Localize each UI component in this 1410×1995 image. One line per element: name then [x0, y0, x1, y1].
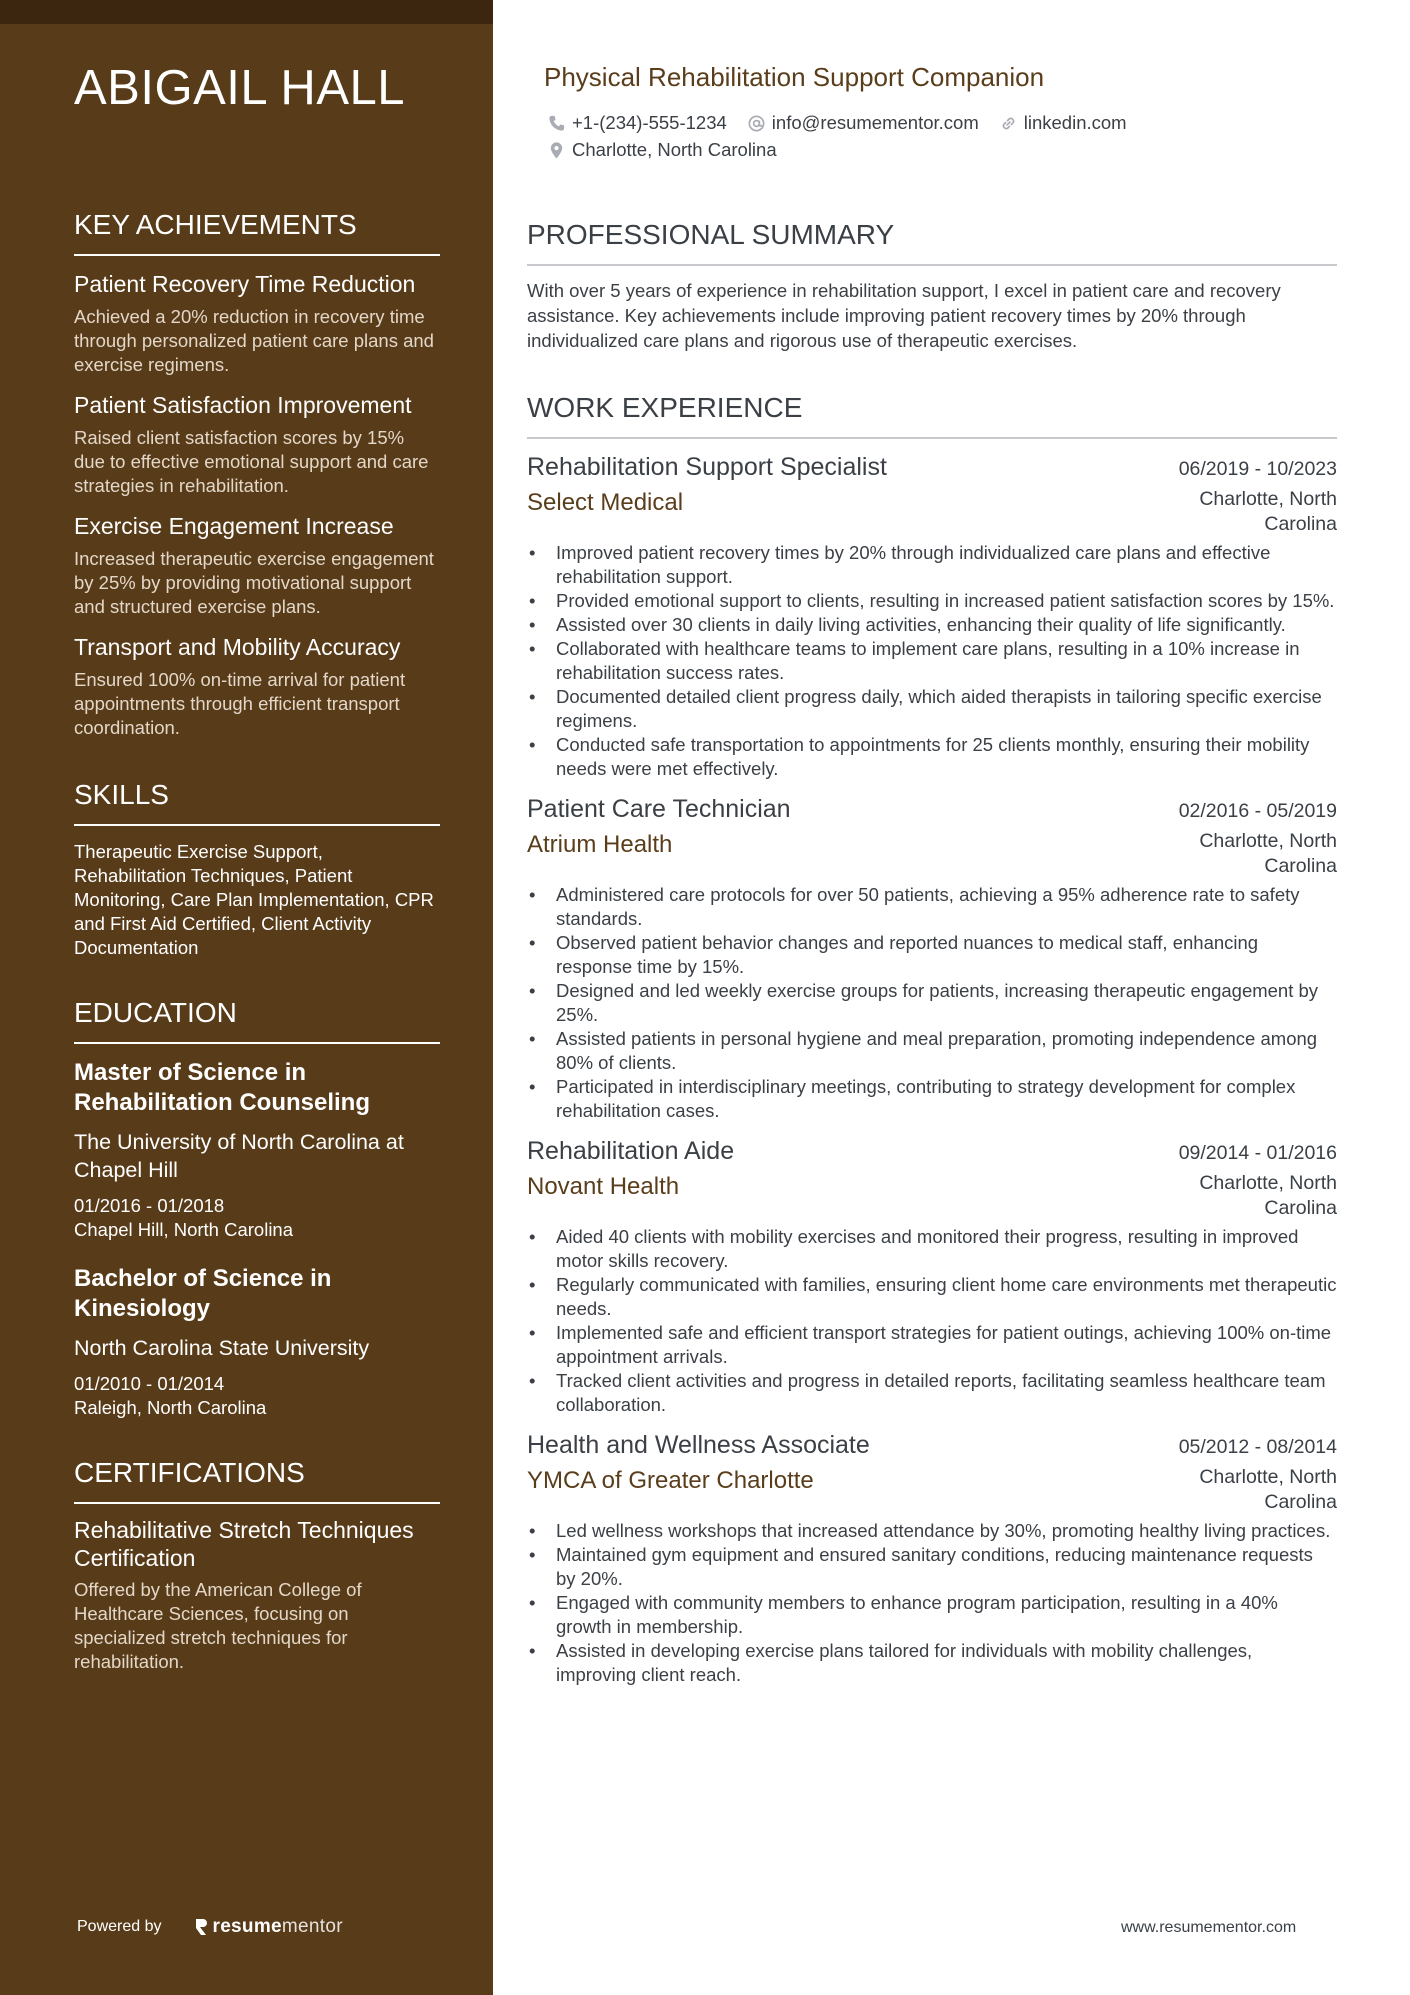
summary-heading: PROFESSIONAL SUMMARY [527, 218, 1337, 266]
education-item [74, 1058, 440, 1242]
job-bullet: • Designed and led weekly exercise groups for patients, increasing therapeutic engagement by 25%. [527, 979, 1337, 1027]
job-bullet: • Assisted in developing exercise plans tailored for individuals with mobility challenges, improving client reach. [527, 1639, 1337, 1687]
job-bullets [527, 1519, 1337, 1687]
job-role: Patient Care Technician [527, 795, 791, 823]
achievement-description: Achieved a 20% reduction in recovery time through personalized patient care plans and exercise regimens. [74, 306, 434, 375]
job-bullet: • Aided 40 clients with mobility exercises and monitored their progress, resulting in improved motor skills recovery. [527, 1225, 1337, 1273]
job-entry [527, 1429, 1337, 1687]
link-icon [999, 114, 1018, 133]
sidebar-content [74, 58, 440, 1674]
job-location: Charlotte, North Carolina [1199, 830, 1337, 877]
education-location: Raleigh, North Carolina [74, 1397, 267, 1418]
location-pin-icon [547, 141, 566, 160]
job-bullet: • Engaged with community members to enhance program participation, resulting in a 40% growth in membership. [527, 1591, 1337, 1639]
job-location: Charlotte, North Carolina [1199, 488, 1337, 535]
phone-text: +1-(234)-555-1234 [572, 112, 727, 133]
job-bullet: • Observed patient behavior changes and reported nuances to medical staff, enhancing response time by 15%. [527, 931, 1337, 979]
powered-by-label: Powered by [77, 1918, 162, 1935]
education-school: The University of North Carolina at Chapel Hill [74, 1130, 404, 1182]
skills-section [74, 778, 440, 960]
site-url-link[interactable]: www.resumementor.com [1121, 1919, 1297, 1936]
achievement-title: Patient Recovery Time Reduction [74, 271, 416, 297]
powered-by-footer [77, 1916, 343, 1938]
job-company: Select Medical [527, 489, 684, 516]
job-location: Charlotte, North Carolina [1199, 1172, 1337, 1219]
achievement-item [74, 270, 440, 377]
contact-row [547, 112, 1147, 134]
job-dates: 02/2016 - 05/2019 [1178, 800, 1337, 822]
job-bullet: • Collaborated with healthcare teams to implement care plans, resulting in a 10% increase in rehabilitation success rates. [527, 637, 1337, 685]
job-bullet: • Implemented safe and efficient transport strategies for patient outings, achieving 100% on-time appointment arrivals. [527, 1321, 1337, 1369]
job-bullet: • Documented detailed client progress daily, which aided therapists in tailoring specific exercise regimens. [527, 685, 1337, 733]
achievement-item [74, 633, 440, 740]
phone-icon [547, 114, 566, 133]
summary-section [527, 218, 1337, 353]
job-bullets [527, 1225, 1337, 1417]
headline: Physical Rehabilitation Support Companion [544, 62, 1045, 92]
linkedin-text: linkedin.com [1023, 112, 1127, 133]
certification-description: Offered by the American College of Healthcare Sciences, focusing on specialized stretch techniques for rehabilitation. [74, 1579, 362, 1672]
achievement-description: Raised client satisfaction scores by 15% due to effective emotional support and care strategies in rehabilitation. [74, 427, 429, 496]
job-company: Novant Health [527, 1173, 680, 1200]
skills-list: Therapeutic Exercise Support, Rehabilitation Techniques, Patient Monitoring, Care Plan Implementation, CPR and First Aid Certified, Client Activity Documentation [74, 841, 434, 958]
contact-row [547, 139, 797, 161]
job-bullet: • Conducted safe transportation to appointments for 25 clients monthly, ensuring their mobility needs were met effectively. [527, 733, 1337, 781]
job-bullet: • Regularly communicated with families, ensuring client home care environments met therapeutic needs. [527, 1273, 1337, 1321]
job-entry [527, 793, 1337, 1123]
job-bullets [527, 883, 1337, 1123]
certifications-section [74, 1456, 440, 1674]
achievement-description: Ensured 100% on-time arrival for patient appointments through efficient transport coordination. [74, 669, 406, 738]
experience-heading: WORK EXPERIENCE [527, 391, 1337, 439]
at-icon [747, 114, 766, 133]
location-text: Charlotte, North Carolina [572, 139, 777, 160]
achievement-item [74, 512, 440, 619]
job-bullet: • Tracked client activities and progress in detailed reports, facilitating seamless healthcare team collaboration. [527, 1369, 1337, 1417]
education-dates: 01/2016 - 01/2018 [74, 1195, 225, 1216]
job-dates: 06/2019 - 10/2023 [1178, 458, 1337, 480]
job-bullet: • Assisted over 30 clients in daily living activities, enhancing their quality of life significantly. [527, 613, 1337, 637]
resumementor-logo[interactable] [194, 1916, 343, 1938]
achievement-title: Patient Satisfaction Improvement [74, 392, 412, 418]
sidebar-top-band [0, 0, 493, 24]
contact-location [547, 139, 777, 161]
summary-text: With over 5 years of experience in rehabilitation support, I excel in patient care and recovery assistance. Key achievements include improving patient recovery times by 20% through individualized care plans and rigorous use of therapeutic exercises. [527, 280, 1281, 351]
certifications-heading: CERTIFICATIONS [74, 1456, 440, 1504]
achievement-title: Exercise Engagement Increase [74, 513, 394, 539]
job-role: Health and Wellness Associate [527, 1431, 870, 1459]
contact-email[interactable] [747, 112, 979, 134]
achievements-heading: KEY ACHIEVEMENTS [74, 208, 440, 256]
logo-text-bold: resume [212, 1916, 282, 1937]
email-text: info@resumementor.com [771, 112, 979, 133]
job-entry [527, 1135, 1337, 1417]
resumementor-logo-icon [194, 1918, 208, 1936]
education-item [74, 1264, 440, 1420]
education-degree: Master of Science in Rehabilitation Counseling [74, 1059, 371, 1116]
education-section [74, 996, 440, 1420]
achievements-section [74, 208, 440, 740]
job-bullet: • Provided emotional support to clients, resulting in increased patient satisfaction scores by 15%. [527, 589, 1337, 613]
contact-phone[interactable] [547, 112, 727, 134]
contact-linkedin[interactable] [999, 112, 1127, 134]
job-location: Charlotte, North Carolina [1199, 1466, 1337, 1513]
candidate-name: ABIGAIL HALL [74, 61, 406, 115]
education-degree: Bachelor of Science in Kinesiology [74, 1265, 332, 1322]
education-school: North Carolina State University [74, 1336, 370, 1360]
job-bullet: • Assisted patients in personal hygiene and meal preparation, promoting independence among 80% of clients. [527, 1027, 1337, 1075]
achievement-description: Increased therapeutic exercise engagement by 25% by providing motivational support and structured exercise plans. [74, 548, 434, 617]
job-bullet: • Administered care protocols for over 50 patients, achieving a 95% adherence rate to safety standards. [527, 883, 1337, 931]
education-dates: 01/2010 - 01/2014 [74, 1373, 225, 1394]
education-location: Chapel Hill, North Carolina [74, 1219, 294, 1240]
achievement-title: Transport and Mobility Accuracy [74, 634, 401, 660]
job-company: Atrium Health [527, 831, 673, 858]
job-bullet: • Led wellness workshops that increased attendance by 30%, promoting healthy living practices. [527, 1519, 1337, 1543]
achievement-item [74, 391, 440, 498]
job-bullets [527, 541, 1337, 781]
logo-text-light: mentor [281, 1916, 343, 1937]
job-dates: 09/2014 - 01/2016 [1178, 1142, 1337, 1164]
education-heading: EDUCATION [74, 996, 440, 1044]
certification-title: Rehabilitative Stretch Techniques Certification [74, 1517, 414, 1571]
job-bullet: • Improved patient recovery times by 20% through individualized care plans and effective rehabilitation support. [527, 541, 1337, 589]
sidebar [0, 0, 493, 1995]
skills-heading: SKILLS [74, 778, 440, 826]
job-dates: 05/2012 - 08/2014 [1178, 1436, 1337, 1458]
job-bullet: • Maintained gym equipment and ensured sanitary conditions, reducing maintenance requests by 20%. [527, 1543, 1337, 1591]
job-entry [527, 451, 1337, 781]
experience-section [527, 391, 1337, 1687]
job-company: YMCA of Greater Charlotte [527, 1467, 814, 1494]
job-bullet: • Participated in interdisciplinary meetings, contributing to strategy development for complex rehabilitation cases. [527, 1075, 1337, 1123]
job-role: Rehabilitation Support Specialist [527, 453, 887, 481]
job-role: Rehabilitation Aide [527, 1137, 735, 1165]
